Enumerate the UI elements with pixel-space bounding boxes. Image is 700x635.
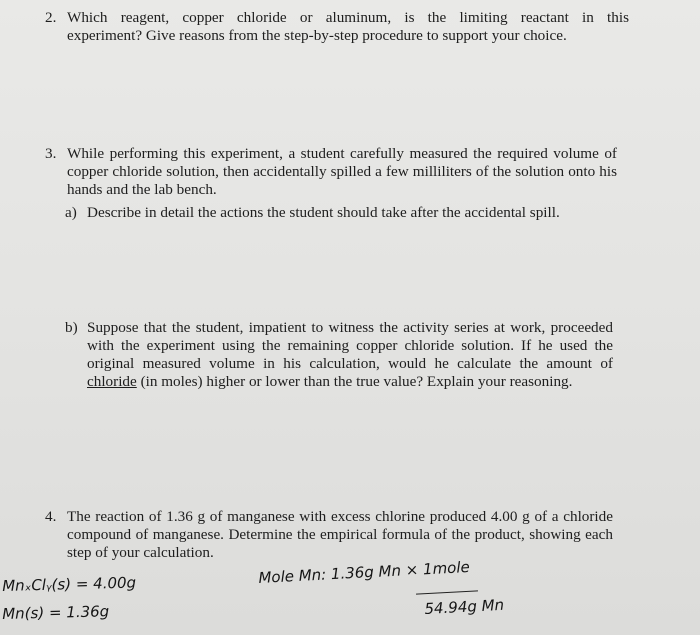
part-text: Describe in detail the actions the student should take after the accidental spill. [87, 204, 560, 221]
handwritten-note: Mole Mn: 1.36g Mn × 1mole [258, 557, 471, 587]
question-2 [45, 9, 629, 45]
question-3b [65, 319, 613, 391]
question-number: 2. [45, 9, 57, 26]
part-label: b) [65, 319, 78, 336]
part-label: a) [65, 204, 77, 221]
handwritten-note: 54.94g Mn [424, 595, 505, 618]
question-text-line-1: Which reagent, copper chloride or aluminum, is the limiting reactant in this [67, 9, 629, 26]
handwritten-note: MnₓClᵧ(s) = 4.00g [2, 573, 137, 595]
question-text-line-2: experiment? Give reasons from the step-by-step procedure to support your choice. [67, 27, 567, 44]
question-3 [45, 145, 617, 199]
question-number: 4. [45, 508, 57, 525]
question-4 [45, 508, 613, 562]
question-number: 3. [45, 145, 57, 162]
question-3a [65, 204, 625, 222]
fraction-bar [416, 590, 478, 594]
part-text: Suppose that the student, impatient to witness the activity series at work, proceeded with the experiment using the remaining copper chloride solution. If he used the original measured volume in his calculation, would he calculate the amount of chloride (in moles) higher or lower than the true value? Explain your reasoning. [87, 319, 613, 390]
handwritten-note: Mn(s) = 1.36g [2, 602, 110, 623]
question-text: The reaction of 1.36 g of manganese with excess chlorine produced 4.00 g of a chloride compound of manganese. Determine the empirical formula of the product, showing each step of your calculation. [67, 508, 613, 561]
underlined-word: chloride [87, 373, 137, 390]
question-text: While performing this experiment, a student carefully measured the required volume of copper chloride solution, then accidentally spilled a few milliliters of the solution onto his hands and the lab bench. [67, 145, 617, 198]
